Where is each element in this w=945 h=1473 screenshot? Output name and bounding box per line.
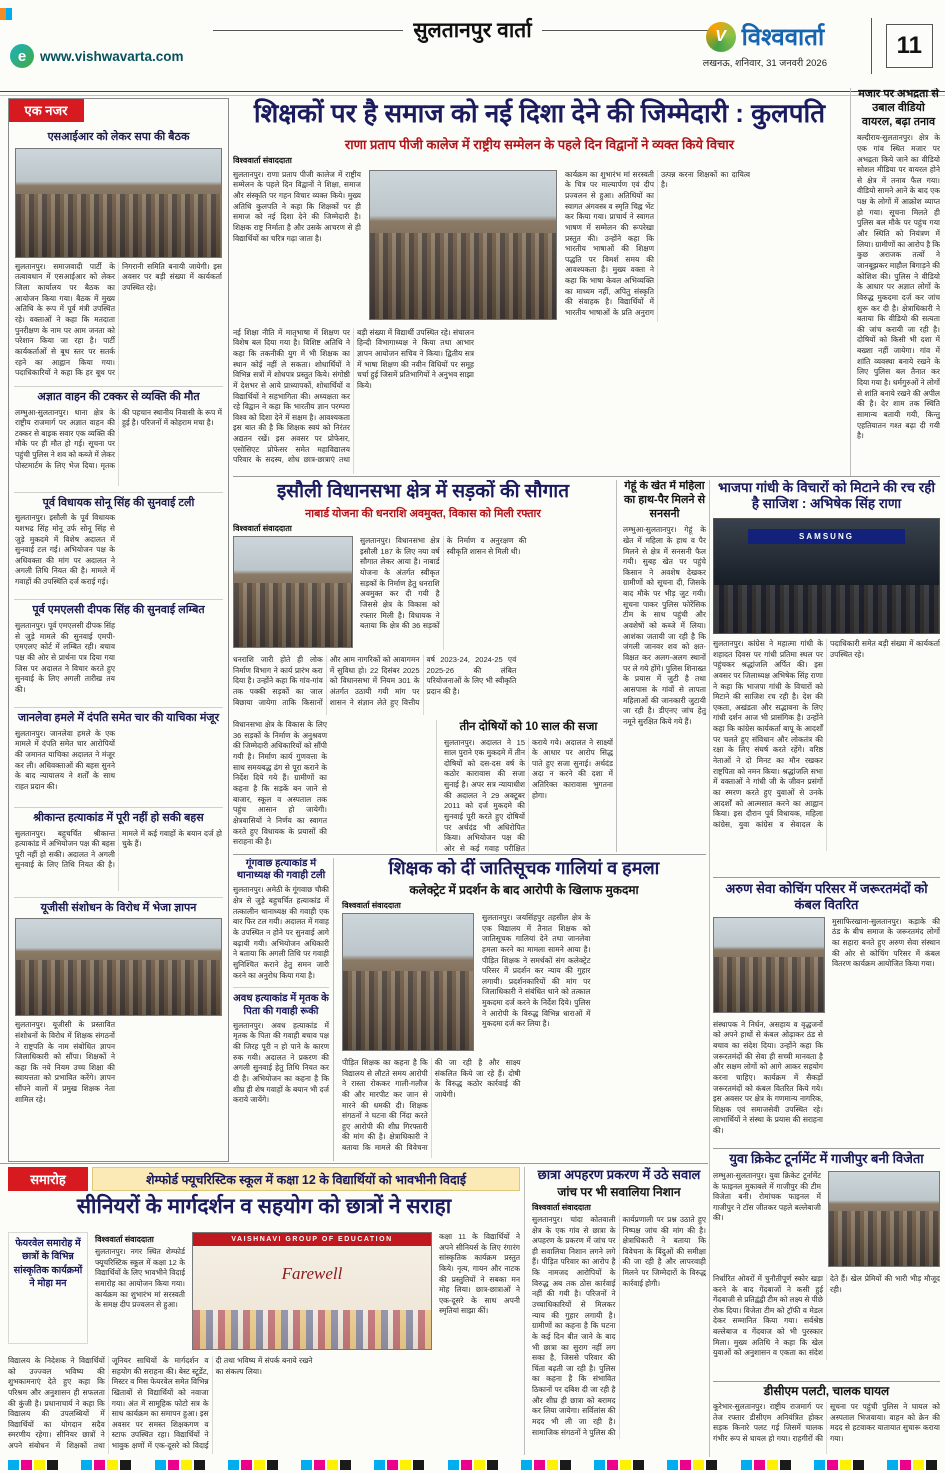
color-swatch (853, 1460, 864, 1470)
article-body: सुलतानपुर। चांदा कोतवाली क्षेत्र के एक गांव से छात्रा के अपहरण के प्रकरण में जांच पर ही सवालिया निशान लगने लगे हैं। पीड़ित परिवार का आरोप है कि नामजद आरोपियों के विरुद्ध अब तक ठोस कार्रवाई नहीं की गयी है। परिजनों ने उच्चाधिकारियों से मिलकर न्याय की गुहार लगायी है। ग्रामीणों का कहना है कि घटना के कई दिन बीत जाने के बाद भी छात्रा का सुराग नहीं लग सका है, जिससे परिवार की चिंता बढ़ती जा रही है। पुलिस का कहना है कि संभावित ठिकानों पर दबिश दी जा रही है और शीघ्र ही छात्रा को बरामद कर लिया जायेगा। सर्विलांस की मदद भी ली जा रही है। सामाजिक संगठनों ने पुलिस की कार्यप्रणाली पर प्रश्न उठाते हुए निष्पक्ष जांच की मांग की है। क्षेत्राधिकारी ने बताया कि विवेचना के बिंदुओं की समीक्षा की जा रही है और लापरवाही मिलने पर जिम्मेदारों के विरुद्ध कार्रवाई होगी। (532, 1214, 706, 1437)
lead-headline: शिक्षकों पर है समाज को नई दिशा देने की जिम्मेदारी : कुलपति (253, 98, 826, 128)
farewell-side-note: फेयरवेल समारोह में छात्रों के विभिन्न सांस्कृतिक कार्यक्रमों ने मोहा मन (8, 1232, 88, 1344)
color-swatch (155, 1460, 166, 1470)
sidebar-item-body: सुलतानपुर। समाजवादी पार्टी के तत्वावधान में एसआईआर को लेकर जिला कार्यालय पर बैठक का आयोजन किया गया। बैठक में मुख्य अतिथि के रूप में पूर्व मंत्री उपस्थित रहे। वक्ताओं ने कहा कि मतदाता पुनरीक्षण के नाम पर आम जनता को परेशान किया जा रहा है। पार्टी कार्यकर्ताओं से बूथ स्तर पर सतर्क रहने का आह्वान किया गया। पदाधिकारियों ने कहा कि हर बूथ पर निगरानी समिति बनायी जायेगी। इस अवसर पर बड़ी संख्या में कार्यकर्ता उपस्थित रहे। (15, 261, 222, 378)
sidebar-item-title: यूजीसी संशोधन के विरोध में भेजा ज्ञापन (40, 901, 197, 914)
section-title-row (213, 16, 733, 44)
article-body: लम्भुआ-सुलतानपुर। युवा क्रिकेट टूर्नामेंट के फाइनल मुकाबले में गाजीपुर की टीम विजेता बनी। रोमांचक फाइनल में गाजीपुर ने टॉस जीतकर पहले बल्लेबाजी की। (713, 1170, 821, 1223)
lead-article (233, 96, 846, 474)
brand-logo-icon: V (706, 22, 736, 52)
article-body: सुलतानपुर। राणा प्रताप पीजी कालेज में राष्ट्रीय सम्मेलन के पहले दिन विद्वानों ने शिक्षा, समाज और संस्कृति पर गहन विचार व्यक्त किये। मुख्य अतिथि कुलपति ने कहा कि शिक्षकों पर ही समाज को नई दिशा देने की जिम्मेदारी है। शिक्षक राष्ट्र निर्माता है और उसके आचरण से ही विद्यार्थियों का चरित्र गढ़ा जाता है। (233, 169, 361, 243)
divider (713, 1148, 940, 1149)
isauli-headline: इसौली विधानसभा क्षेत्र में सड़कों की सौगात (276, 481, 570, 502)
cmyk-swatch-group (448, 1460, 498, 1470)
color-swatch (327, 1460, 338, 1470)
congress-headline: भाजपा गांधी के विचारों को मिटाने की रच रही है साजिश : अभिषेक सिंह राणा (718, 480, 935, 512)
print-color-bar (8, 1459, 937, 1470)
dcm-headline: डीसीएम पलटी, चालक घायल (763, 1384, 890, 1398)
color-swatch (913, 1460, 924, 1470)
cmyk-swatch-group (887, 1460, 937, 1470)
color-swatch (487, 1460, 498, 1470)
color-swatch (107, 1460, 118, 1470)
photo-ugc-memorandum (15, 918, 222, 1016)
color-swatch (301, 1460, 312, 1470)
court-news-column (233, 858, 329, 1161)
color-swatch (521, 1460, 532, 1470)
byline: विश्ववार्ता संवाददाता (233, 155, 292, 165)
cmyk-swatch-group (594, 1460, 644, 1470)
color-swatch (400, 1460, 411, 1470)
color-swatch (181, 1460, 192, 1470)
photo-farewell-stage (192, 1232, 432, 1350)
abduction-case-article (524, 1167, 706, 1455)
byline: विश्ववार्ता संवाददाता (532, 1202, 591, 1212)
masthead (0, 0, 945, 92)
sidebar-item-title: जानलेवा हमले में दंपति समेत चार की याचिका मंजूर (17, 712, 220, 724)
cmyk-swatch-group (521, 1460, 571, 1470)
color-swatch (461, 1460, 472, 1470)
abduction-headline: छात्रा अपहरण प्रकरण में उठे सवाल (537, 1167, 701, 1182)
article-body: सुलतानपुर। अमेठी के गूंगवाछ चौकी क्षेत्र से जुड़े बहुचर्चित हत्याकांड में तत्कालीन थानाध्यक्ष की गवाही एक बार फिर टल गयी। अदालत में गवाह के उपस्थित न होने पर सुनवाई आगे बढ़ायी गयी। अभियोजन अधिकारी ने बताया कि अगली तिथि पर गवाही सुनिश्चित कराने हेतु समन जारी करने का अनुरोध किया गया है। (233, 885, 329, 980)
cmyk-swatch-group (228, 1460, 278, 1470)
page-number-box (871, 18, 933, 74)
color-swatch (680, 1460, 691, 1470)
wheat-field-article (616, 480, 706, 852)
color-swatch (267, 1460, 278, 1470)
color-swatch (887, 1460, 898, 1470)
sidebar-item-body: सुलतानपुर। बहुचर्चित श्रीकान्त हत्याकांड में अभियोजन पक्ष की बहस पूरी नहीं हो सकी। अदालत ने अगली सुनवाई के लिए तिथि नियत की है। मामले में कई गवाहों के बयान दर्ज हो चुके हैं। (15, 828, 222, 870)
isauli-subhead: नाबार्ड योजना की धनराशि अवमुक्त, विकास को मिली रफ्तार (305, 508, 541, 521)
photo-trophy-presentation (828, 1171, 940, 1267)
registration-mark (0, 8, 12, 20)
sidebar-item-bail-granted (14, 707, 223, 807)
color-swatch (448, 1460, 459, 1470)
color-swatch (534, 1460, 545, 1470)
lead-kicker: राणा प्रताप पीजी कालेज में राष्ट्रीय सम्मेलन के पहले दिन विद्वानों ने व्यक्त किये विचार (344, 136, 735, 152)
color-swatch (754, 1460, 765, 1470)
blanket-distribution-article (713, 881, 940, 1147)
blanket-headline: अरुण सेवा कोचिंग परिसर में जरूरतमंदों को कंबल वितरित (725, 881, 928, 912)
color-swatch (474, 1460, 485, 1470)
wheat-field-headline: गेहूं के खेत में महिला का हाथ-पैर मिलने से सनसनी (623, 480, 706, 520)
cmyk-swatch-group (814, 1460, 864, 1470)
color-swatch (168, 1460, 179, 1470)
article-body: निर्धारित ओवरों में चुनौतीपूर्ण स्कोर खड़ा करने के बाद गेंदबाजों ने कसी हुई गेंदबाजी से प्रतिद्वंद्वी टीम को लक्ष्य से पीछे रोक दिया। विजेता टीम को ट्रॉफी व मेडल देकर सम्मानित किया गया। सर्वश्रेष्ठ बल्लेबाज व गेंदबाज को भी पुरस्कार मिला। मुख्य अतिथि ने कहा कि खेल युवाओं को अनुशासन व एकता का संदेश देते हैं। खेल प्रेमियों की भारी भीड़ मौजूद रही। (713, 1273, 940, 1358)
color-swatch (594, 1460, 605, 1470)
divider (0, 1163, 708, 1164)
sidebar-item-body: सुलतानपुर। पूर्व एमएलसी दीपक सिंह से जुड़े मामले की सुनवाई एमपी-एमएलए कोर्ट में लम्बित रही। बचाव पक्ष की ओर से प्रार्थना पत्र दिया गया जिस पर अदालत ने विचार करते हुए सुनवाई के लिए अगली तारीख तय की। (15, 621, 115, 694)
color-swatch (620, 1460, 631, 1470)
sidebar-item-body: सुलतानपुर। यूजीसी के प्रस्तावित संशोधनों के विरोध में शिक्षक संगठनों ने राष्ट्रपति के नाम संबोधित ज्ञापन जिलाधिकारी को सौंपा। शिक्षकों ने कहा कि नये नियम उच्च शिक्षा की स्वायत्तता को प्रभावित करेंगे। ज्ञापन सौंपने वालों में प्रमुख शिक्षक नेता शामिल रहे। (15, 1020, 115, 1104)
byline: विश्ववार्ता संवाददाता (342, 900, 401, 910)
color-swatch (633, 1460, 644, 1470)
color-swatch (34, 1460, 45, 1470)
color-swatch (667, 1460, 678, 1470)
divider (709, 480, 710, 1457)
color-swatch (8, 1460, 19, 1470)
congress-tribute-article (713, 480, 940, 875)
cmyk-swatch-group (8, 1460, 58, 1470)
color-swatch (560, 1460, 571, 1470)
color-swatch (120, 1460, 131, 1470)
school-group-banner: VAISHNAVI GROUP OF EDUCATION (193, 1233, 431, 1246)
color-swatch (741, 1460, 752, 1470)
article-body: सुलतानपुर। नगर स्थित शेम्फोर्ड फ्यूचरिस्टिक स्कूल में कक्षा 12 के विद्यार्थियों के लिए भावभीने विदाई समारोह का आयोजन किया गया। कार्यक्रम का शुभारंभ मां सरस्वती के समक्ष दीप प्रज्वलन से हुआ। (95, 1247, 185, 1310)
gungwachh-article (233, 858, 329, 981)
article-body: सुलतानपुर। कांग्रेस ने महात्मा गांधी के शहादत दिवस पर गांधी प्रतिमा स्थल पर पहुंचकर श्रद्धांजलि अर्पित की। इस अवसर पर जिलाध्यक्ष अभिषेक सिंह राणा ने कहा कि भाजपा गांधी के विचारों को मिटाने की साजिश रच रही है। देश की एकता, अखंडता और सद्भावना के लिए गांधी दर्शन आज भी प्रासंगिक है। उन्होंने कहा कि कांग्रेस कार्यकर्ता बापू के आदर्शों पर चलते हुए संविधान और लोकतंत्र की रक्षा के लिए संघर्ष करते रहेंगे। वरिष्ठ नेताओं ने दो मिनट का मौन रखकर राष्ट्रपिता को नमन किया। श्रद्धांजलि सभा में वक्ताओं ने गांधी जी के जीवन प्रसंगों का स्मरण करते हुए युवाओं से उनके आदर्शों को आत्मसात करने का आह्वान किया। इस दौरान पूर्व विधायक, महिला कांग्रेस, युवा कांग्रेस व सेवादल के पदाधिकारी समेत बड़ी संख्या में कार्यकर्ता उपस्थित रहे। (713, 638, 940, 829)
teacher-headline: शिक्षक को दीं जातिसूचक गालियां व हमला (388, 858, 660, 878)
divider (713, 877, 940, 878)
color-swatch (194, 1460, 205, 1470)
photo-congress-tribute (713, 518, 940, 634)
sidebar-item-road-accident (14, 386, 223, 492)
color-swatch (241, 1460, 252, 1470)
sidebar-item-ugc-memorandum (14, 897, 223, 1115)
article-body: सुलतानपुर। विधानसभा क्षेत्र इसौली 187 के लिए नया वर्ष सौगात लेकर आया है। नाबार्ड योजना के अंतर्गत स्वीकृत सड़कों के निर्माण हेतु धनराशि अवमुक्त कर दी गयी है जिससे क्षेत्र के विकास को रफ्तार मिली है। विधायक ने बताया कि क्षेत्र की 36 सड़कों के निर्माण व अनुरक्षण की स्वीकृति शासन से मिली थी। (360, 536, 527, 631)
article-body: कूरेभार-सुलतानपुर। राष्ट्रीय राजमार्ग पर तेज रफ्तार डीसीएम अनियंत्रित होकर सड़क किनारे पलट गई जिसमें चालक गंभीर रूप से घायल हो गया। राहगीरों की सूचना पर पहुंची पुलिस ने घायल को अस्पताल भिजवाया। वाहन को क्रेन की मदद से हटवाकर यातायात सुचारू कराया गया। (713, 1402, 940, 1443)
divider (233, 854, 706, 855)
article-body: सुलतानपुर। अदालत ने 15 साल पुराने एक मुकदमे में तीन दोषियों को दस-दस वर्ष के कठोर कारावास की सजा सुनाई है। अपर सत्र न्यायाधीश की अदालत ने 29 अक्टूबर 2011 को दर्ज मुकदमे की सुनवाई पूरी करते हुए दोषियों पर अर्थदंड भी अधिरोपित किया। अभियोजन पक्ष की ओर से कई गवाह परीक्षित कराये गये। अदालत ने साक्ष्यों के आधार पर आरोप सिद्ध पाते हुए सजा सुनाई। अर्थदंड अदा न करने की दशा में अतिरिक्त कारावास भुगतना होगा। (444, 737, 613, 852)
sidebar-item-body: सुलतानपुर। इसौली के पूर्व विधायक यशभद्र सिंह मोनू उर्फ सोनू सिंह से जुड़े मुकदमे में विशेष अदालत में सुनवाई टल गई। अभियोजन पक्ष के अधिवक्ता की मांग पर अदालत ने अगली तिथि नियत की है। मामले में गवाहों की उपस्थिति दर्ज कराई गई। (15, 513, 115, 587)
awadh-headline: अवध हत्याकांड में मृतक के पिता की गवाही रूकी (233, 993, 329, 1017)
farewell-headline: सीनियरों के मार्गदर्शन व सहयोग को छात्रों ने सराहा (76, 1195, 452, 1218)
divider (213, 30, 404, 31)
farewell-first-column (95, 1232, 185, 1352)
brand-block (703, 20, 827, 69)
ten-year-sentence-article (436, 720, 613, 852)
color-swatch (706, 1460, 717, 1470)
sidebar-item-title: पूर्व एमएलसी दीपक सिंह की सुनवाई लम्बित (32, 604, 205, 617)
mazar-headline: मजार पर अभद्रता से उबाल वीडियो वायरल, बढ़ा तनाव (858, 88, 939, 128)
article-body: सुलतानपुर। अवध हत्याकांड में मृतक के पिता की गवाही बचाव पक्ष की जिरह पूरी न हो पाने के कारण रुक गयी। अदालत ने प्रकरण की अगली सुनवाई हेतु तिथि नियत कर दी है। अभियोजन का कहना है कि शीघ्र ही शेष गवाहों के बयान भी दर्ज कराये जायेंगे। (233, 1020, 329, 1105)
color-swatch (814, 1460, 825, 1470)
edition-dateline: लखनऊ, शनिवार, 31 जनवरी 2026 (702, 58, 827, 69)
byline: विश्ववार्ता संवाददाता (233, 524, 292, 534)
sidebar-item-title: श्रीकान्त हत्याकांड में पूरी नहीं हो सकी बहस (33, 811, 204, 824)
color-swatch (767, 1460, 778, 1470)
color-swatch (547, 1460, 558, 1470)
color-swatch (413, 1460, 424, 1470)
sidebar-item-shrikant-case (14, 807, 223, 897)
color-swatch (94, 1460, 105, 1470)
cmyk-swatch-group (155, 1460, 205, 1470)
registration-swatch (6, 8, 12, 20)
awadh-article (233, 987, 329, 1116)
article-body: विधानसभा क्षेत्र के विकास के लिए 36 सड़कों के निर्माण के अनुश्रवण की जिम्मेदारी अधिकारियों को सौंपी गयी है। निर्माण कार्य गुणवत्ता के साथ समयबद्ध ढंग से पूरा कराने के निर्देश दिये गये हैं। ग्रामीणों का कहना है कि सड़कें बन जाने से बाजार, स्कूल व अस्पताल तक पहुंच आसान हो जायेगी। क्षेत्रवासियों ने निर्णय का स्वागत करते हुए विधायक के प्रयासों की सराहना की है। (233, 720, 327, 847)
article-body: लम्भुआ-सुलतानपुर। गेहूं के खेत में महिला के हाथ व पैर मिलने से क्षेत्र में सनसनी फैल गयी। सुबह खेत पर पहुंचे किसान ने अवशेष देखकर ग्रामीणों को सूचना दी, जिसके बाद मौके पर भीड़ जुट गयी। सूचना पाकर पुलिस फोरेंसिक टीम के साथ पहुंची और अवशेषों को कब्जे में लिया। आशंका जतायी जा रही है कि जंगली जानवर शव को क्षत-विक्षत कर अलग-अलग स्थानों पर ले गये होंगे। पुलिस शिनाख्त के प्रयास में जुटी है तथा आसपास के गांवों से लापता महिलाओं की जानकारी जुटायी जा रही है। डीएनए जांच हेतु नमूने सुरक्षित किये गये हैं। (623, 525, 706, 726)
divider (233, 476, 940, 477)
color-swatch (693, 1460, 704, 1470)
photo-blanket-distribution (713, 917, 825, 1013)
color-swatch (340, 1460, 351, 1470)
color-swatch (840, 1460, 851, 1470)
sidebar-item-sonu-singh-hearing (14, 492, 223, 600)
color-swatch (228, 1460, 239, 1470)
sidebar-item-title: पूर्व विधायक सोनू सिंह की सुनवाई टली (42, 496, 195, 509)
article-body: कक्षा 11 के विद्यार्थियों ने अपने सीनियर्स के लिए रंगारंग सांस्कृतिक कार्यक्रम प्रस्तुत किये। नृत्य, गायन और नाटक की प्रस्तुतियों ने सबका मन मोह लिया। छात्र-छात्राओं ने एक-दूसरे के साथ अपनी स्मृतियां साझा कीं। (439, 1232, 520, 1316)
isauli-roads-article (233, 480, 613, 852)
teacher-abuse-article (333, 858, 706, 1161)
byline: विश्ववार्ता संवाददाता (95, 1235, 154, 1244)
site-link (10, 44, 184, 68)
cmyk-swatch-group (667, 1460, 717, 1470)
sidebar-item-body: लम्भुआ-सुलतानपुर। थाना क्षेत्र के राष्ट्रीय राजमार्ग पर अज्ञात वाहन की टक्कर से बाइक सवार एक व्यक्ति की मौके पर ही मौत हो गई। सूचना पर पहुंची पुलिस ने शव को कब्जे में लेकर पोस्टमार्टम के लिए भेज दिया। मृतक की पहचान स्थानीय निवासी के रूप में हुई है। परिजनों में कोहराम मचा है। (15, 407, 222, 470)
article-body: नई शिक्षा नीति में मातृभाषा में शिक्षण पर विशेष बल दिया गया है। विशिष्ट अतिथि ने कहा कि तकनीकी युग में भी शिक्षक का स्थान कोई नहीं ले सकता। शोधार्थियों ने विभिन्न सत्रों में शोधपत्र प्रस्तुत किये। संगोष्ठी में देशभर से आये प्राध्यापकों, शोधार्थियों व विद्यार्थियों ने सहभागिता की। अध्यक्षता कर रहे विद्वान ने कहा कि भारतीय ज्ञान परम्परा विश्व को दिशा देने में सक्षम है। आवश्यकता इस बात की है कि शिक्षक स्वयं को निरंतर अद्यतन रखें। इस अवसर पर प्रोफेसर, एसोसिएट प्रोफेसर समेत महाविद्यालय परिवार के सदस्य, शोध छात्र-छात्राएं तथा बड़ी संख्या में विद्यार्थी उपस्थित रहे। संचालन हिन्दी विभागाध्यक्ष ने किया तथा आभार ज्ञापन आयोजन सचिव ने किया। द्वितीय सत्र में भाषा शिक्षण की नवीन विधियों पर समूह चर्चा हुई जिसमें प्रतिभागियों ने अनुभव साझा किये। (233, 327, 474, 465)
sidebar-item-sp-meeting (14, 127, 223, 386)
color-swatch (374, 1460, 385, 1470)
samaroh-tag: समारोह (8, 1167, 88, 1191)
samsung-signboard: SAMSUNG (748, 529, 906, 544)
sentence-headline: तीन दोषियों को 10 साल की सजा (459, 721, 598, 734)
color-swatch (314, 1460, 325, 1470)
cmyk-swatch-group (741, 1460, 791, 1470)
article-body: विद्यालय के निदेशक ने विद्यार्थियों को उज्ज्वल भविष्य की शुभकामनाएं देते हुए कहा कि परिश्रम और अनुशासन ही सफलता की कुंजी है। प्रधानाचार्य ने कहा कि विद्यालय की उपलब्धियों में विद्यार्थियों का योगदान सदैव स्मरणीय रहेगा। सीनियर छात्रों ने अपने संबोधन में शिक्षकों तथा जूनियर साथियों के मार्गदर्शन व सहयोग की सराहना की। बेस्ट स्टूडेंट, मिस्टर व मिस फेयरवेल समेत विभिन्न खिताबों से विद्यार्थियों को नवाजा गया। अंत में सामूहिक फोटो सत्र के साथ कार्यक्रम का समापन हुआ। इस अवसर पर समस्त शिक्षकगण व स्टाफ उपस्थित रहा। विद्यार्थियों ने भावुक क्षणों में एक-दूसरे को विदाई दी तथा भविष्य में संपर्क बनाये रखने का संकल्प लिया। (8, 1356, 313, 1451)
page-number: 11 (886, 24, 933, 68)
abduction-subhead: जांच पर भी सवालिया निशान (557, 1184, 681, 1199)
photo-award-ceremony (369, 170, 557, 320)
site-url[interactable]: www.vishwavarta.com (40, 48, 184, 64)
farewell-script-text: Farewell (281, 1264, 343, 1283)
ek-nazar-tag: एक नजर (8, 98, 84, 122)
cmyk-swatch-group (301, 1460, 351, 1470)
color-swatch (827, 1460, 838, 1470)
farewell-article (8, 1232, 520, 1352)
color-swatch (926, 1460, 937, 1470)
brand-name: विश्ववार्ता (741, 24, 825, 51)
color-swatch (387, 1460, 398, 1470)
article-body: मुसाफिरखाना-सुलतानपुर। कड़ाके की ठंड के बीच समाज के जरूरतमंद लोगों का सहारा बनते हुए अरुण सेवा संस्थान की ओर से कोचिंग परिसर में कंबल वितरण कार्यक्रम आयोजित किया गया। (832, 916, 940, 969)
color-swatch (780, 1460, 791, 1470)
photo-collectorate-protest (342, 913, 474, 1051)
cricket-headline: युवा क्रिकेट टूर्नामेंट में गाजीपुर बनी विजेता (729, 1151, 924, 1166)
dcm-accident-article (713, 1384, 940, 1457)
article-body: धनराशि जारी होते ही लोक निर्माण विभाग ने कार्य प्रारंभ करा दिया है। उन्होंने कहा कि गांव-गांव तक पक्की सड़कों का जाल बिछाया जायेगा ताकि किसानों और आम नागरिकों को आवागमन में सुविधा हो। 22 दिसंबर 2025 को विधानसभा में नियम 301 के अंतर्गत उठायी गयी मांग पर शासन ने संज्ञान लेते हुए वित्तीय वर्ष 2023-24, 2024-25 एवं 2025-26 की लंबित परियोजनाओं के लिए भी स्वीकृति प्रदान की है। (233, 655, 517, 707)
ek-nazar-sidebar (8, 98, 229, 1162)
gungwachh-headline: गूंगवाछ हत्याकांड में थानाध्यक्ष की गवाही टली (236, 858, 326, 882)
cricket-tournament-article (713, 1151, 940, 1380)
mazar-article (850, 88, 940, 476)
sidebar-item-title: अज्ञात वाहन की टक्कर से व्यक्ति की मौत (37, 390, 200, 403)
teacher-subhead: कलेक्ट्रेट में प्रदर्शन के बाद आरोपी के खिलाफ मुकदमा (409, 882, 639, 897)
color-swatch (900, 1460, 911, 1470)
color-swatch (254, 1460, 265, 1470)
sidebar-item-body: सुलतानपुर। जानलेवा हमले के एक मामले में दंपति समेत चार आरोपियों की जमानत याचिका अदालत ने मंजूर कर ली। अधिवक्ताओं की बहस सुनने के बाद न्यायालय ने शर्तों के साथ राहत प्रदान की। (15, 728, 115, 791)
article-body: बल्दीराय-सुलतानपुर। क्षेत्र के एक गांव स्थित मजार पर अभद्रता किये जाने का वीडियो सोशल मीडिया पर वायरल होने से क्षेत्र में तनाव फैल गया। वीडियो सामने आने के बाद एक पक्ष के लोगों में आक्रोश व्याप्त हो गया। सूचना मिलते ही पुलिस बल मौके पर पहुंच गया और स्थिति को नियंत्रण में लिया। ग्रामीणों का आरोप है कि कुछ अराजक तत्वों ने जानबूझकर माहौल बिगाड़ने की कोशिश की। पुलिस ने वीडियो के आधार पर अज्ञात लोगों के विरुद्ध मुकदमा दर्ज कर जांच शुरू कर दी है। क्षेत्राधिकारी ने बताया कि वीडियो की सत्यता की जांच करायी जा रही है। दोषियों को किसी भी दशा में बख्शा नहीं जायेगा। गांव में शांति व्यवस्था बनाये रखने के लिए पुलिस बल तैनात कर दिया गया है। धर्मगुरुओं ने लोगों से शांति बनाये रखने की अपील की है। देर शाम तक स्थिति सामान्य बतायी गयी, किन्तु एहतियातन गश्त बढ़ा दी गयी है। (857, 133, 940, 441)
cmyk-swatch-group (374, 1460, 424, 1470)
photo-mla-speech (233, 536, 353, 648)
cmyk-swatch-group (81, 1460, 131, 1470)
farewell-banner-headline: शेम्फोर्ड फ्यूचरिस्टिक स्कूल में कक्षा 12 के विद्यार्थियों को भावभीनी विदाई (92, 1167, 520, 1191)
photo-sp-meeting (15, 148, 222, 258)
color-swatch (607, 1460, 618, 1470)
color-swatch (47, 1460, 58, 1470)
article-body: कार्यक्रम का शुभारंभ मां सरस्वती के चित्र पर माल्यार्पण एवं दीप प्रज्वलन से हुआ। अतिथियों का स्वागत अंगवस्त्र व स्मृति चिह्न भेंट कर किया गया। प्राचार्य ने स्वागत भाषण में सम्मेलन की रूपरेखा प्रस्तुत की। उन्होंने कहा कि भारतीय भाषाओं की शिक्षण पद्धति पर विमर्श समय की आवश्यकता है। मुख्य वक्ता ने कहा कि भाषा केवल अभिव्यक्ति का माध्यम नहीं, अपितु संस्कृति की संवाहक है। विद्यार्थियों में भारतीय भाषाओं के प्रति अनुराग उत्पन्न करना शिक्षकों का दायित्व है। (565, 169, 750, 318)
article-body: सुलतानपुर। जयसिंहपुर तहसील क्षेत्र के एक विद्यालय में तैनात शिक्षक को जातिसूचक गालियां देने तथा जानलेवा हमला करने का मामला सामने आया है। पीड़ित शिक्षक ने समर्थकों संग कलेक्ट्रेट परिसर में प्रदर्शन कर न्याय की गुहार लगायी। प्रदर्शनकारियों की मांग पर जिलाधिकारी ने संबंधित थाने को तत्काल मुकदमा दर्ज करने के निर्देश दिये। पुलिस ने आरोपी के विरुद्ध विभिन्न धाराओं में मुकदमा दर्ज कर लिया है। (482, 912, 591, 1029)
page-title: सुलतानपुर वार्ता (413, 19, 532, 42)
article-body: पीड़ित शिक्षक का कहना है कि विद्यालय से लौटते समय आरोपी ने रास्ता रोककर गाली-गलौज की और मारपीट कर जान से मारने की धमकी दी। शिक्षक संगठनों ने घटना की निंदा करते हुए आरोपी की शीघ्र गिरफ्तारी की मांग की है। क्षेत्राधिकारी ने बताया कि मामले की विवेचना की जा रही है और साक्ष्य संकलित किये जा रहे हैं। दोषी के विरुद्ध कठोर कार्रवाई की जायेगी। (342, 1057, 521, 1153)
site-logo-icon: e (10, 44, 34, 68)
article-body: संस्थापक ने निर्धन, असहाय व वृद्धजनों को अपने हाथों से कंबल ओढ़ाकर ठंड से बचाव का संदेश दिया। उन्होंने कहा कि जरूरतमंदों की सेवा ही सच्ची मानवता है और सक्षम लोगों को आगे आकर सहयोग करना चाहिए। कार्यक्रम में सैकड़ों जरूरतमंदों को कंबल वितरित किये गये। इस अवसर पर क्षेत्र के गणमान्य नागरिक, शिक्षक एवं समाजसेवी उपस्थित रहे। लाभार्थियों ने संस्था के प्रयास की सराहना की। (713, 1019, 823, 1136)
color-swatch (21, 1460, 32, 1470)
sidebar-item-title: एसआईआर को लेकर सपा की बैठक (47, 131, 190, 143)
sidebar-item-deepak-singh-hearing (14, 599, 223, 707)
color-swatch (81, 1460, 92, 1470)
divider (713, 1381, 940, 1382)
